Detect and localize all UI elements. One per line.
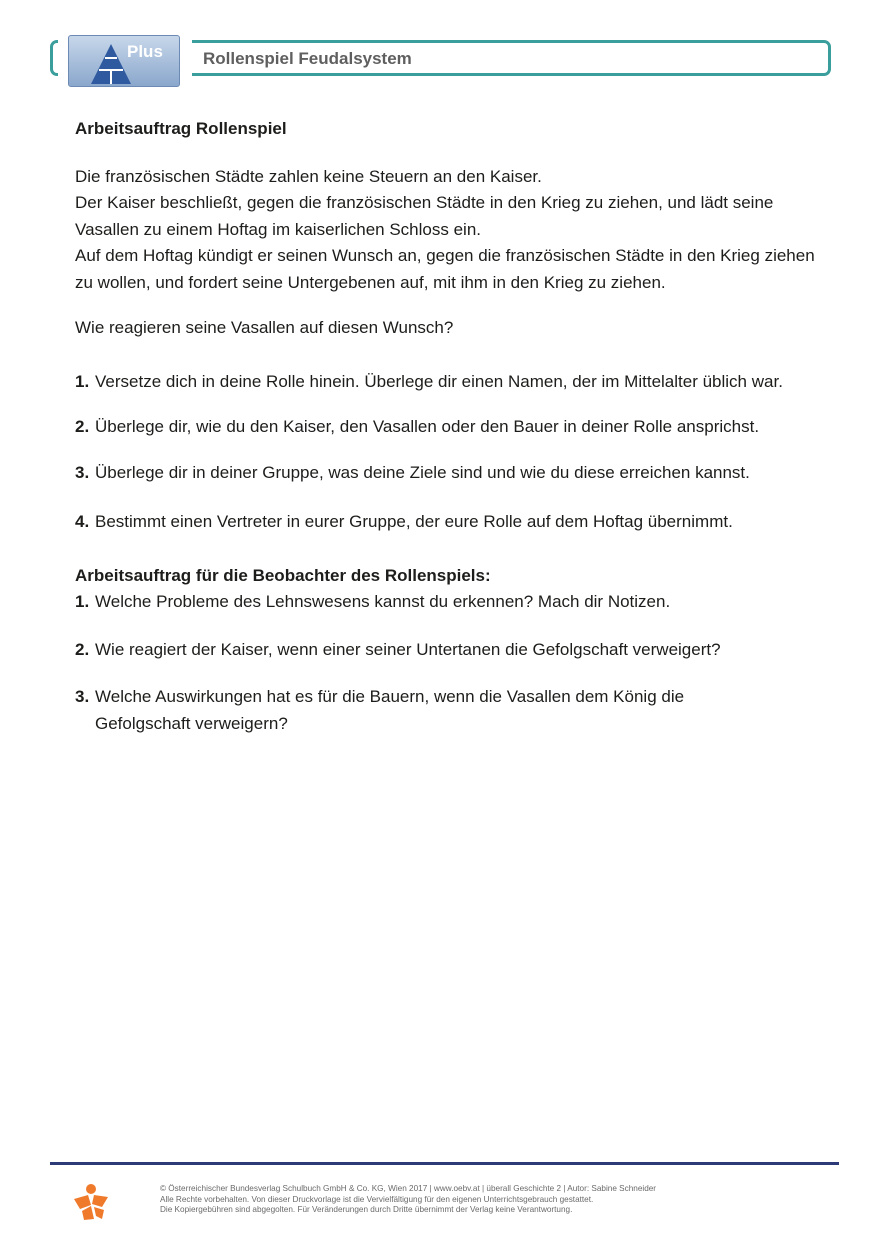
task-text: Welche Auswirkungen hat es für die Bauern, wenn die Vasallen dem König die Gefolgschaft verweigern? — [95, 687, 685, 733]
task-number: 3. — [75, 462, 90, 482]
section-heading: Arbeitsauftrag Rollenspiel — [75, 119, 287, 138]
task-number: 1. — [75, 592, 90, 611]
task-item — [75, 414, 835, 441]
footer-line: Die Kopiergebühren sind abgegolten. Für Veränderungen durch Dritte übernimmt der Verlag keine Verantwortung. — [160, 1205, 573, 1214]
page-title: Rollenspiel Feudalsystem — [203, 49, 412, 68]
task-number: 3. — [75, 687, 90, 706]
observer-task-item — [75, 637, 835, 664]
observer-task-item — [75, 684, 835, 737]
logo-plus-text: Plus — [127, 42, 163, 61]
task-text: Welche Probleme des Lehnswesens kannst du erkennen? Mach dir Notizen. — [95, 592, 671, 611]
observer-task-list — [75, 589, 835, 737]
intro-text — [75, 164, 835, 297]
observer-task-item — [75, 589, 835, 616]
task-item — [75, 460, 835, 487]
task-number: 4. — [75, 512, 90, 531]
footer-line: Alle Rechte vorbehalten. Von dieser Druckvorlage ist die Vervielfältigung für den eigenen Unterrichtsgebrauch gestattet. — [160, 1194, 594, 1204]
task-text: Wie reagiert der Kaiser, wenn einer seiner Untertanen die Gefolgschaft verweigert? — [95, 639, 721, 659]
footer-copyright — [160, 1184, 820, 1216]
guiding-question: Wie reagieren seine Vasallen auf diesen Wunsch? — [75, 318, 454, 337]
task-text: Überlege dir in deiner Gruppe, was deine Ziele sind und wie du diese erreichen kannst. — [95, 462, 750, 482]
pyramid-icon — [69, 36, 180, 87]
footer-divider — [50, 1162, 839, 1165]
task-item — [75, 369, 835, 396]
intro-paragraph: Auf dem Hoftag kündigt er seinen Wunsch an, gegen die französischen Städte in den Krieg ziehen zu wollen, und fordert seine Untergebenen auf, mit ihm in den Krieg zu ziehen. — [75, 246, 815, 292]
intro-paragraph: Die französischen Städte zahlen keine Steuern an den Kaiser. — [75, 166, 542, 186]
task-number: 2. — [75, 639, 90, 659]
task-number: 1. — [75, 371, 90, 391]
worksheet-content — [75, 116, 835, 737]
publisher-logo-icon — [72, 1183, 110, 1226]
footer-line: © Österreichischer Bundesverlag Schulbuch GmbH & Co. KG, Wien 2017 | www.oebv.at | überall Geschichte 2 | Autor: Sabine Schneider — [160, 1184, 657, 1193]
plus-logo — [68, 35, 180, 87]
task-item — [75, 509, 835, 536]
intro-paragraph: Der Kaiser beschließt, gegen die französischen Städte in den Krieg zu ziehen, und lädt seine Vasallen zu einem Hoftag im kaiserlichen Schloss ein. — [75, 193, 774, 239]
task-text: Versetze dich in deine Rolle hinein. Überlege dir einen Namen, der im Mittelalter üblich war. — [95, 371, 783, 391]
task-text: Überlege dir, wie du den Kaiser, den Vasallen oder den Bauer in deiner Rolle ansprichst. — [95, 417, 760, 436]
observer-heading: Arbeitsauftrag für die Beobachter des Rollenspiels: — [75, 565, 491, 585]
task-number: 2. — [75, 417, 90, 436]
task-text: Bestimmt einen Vertreter in eurer Gruppe, der eure Rolle auf dem Hoftag übernimmt. — [95, 512, 733, 531]
task-list — [75, 369, 835, 536]
